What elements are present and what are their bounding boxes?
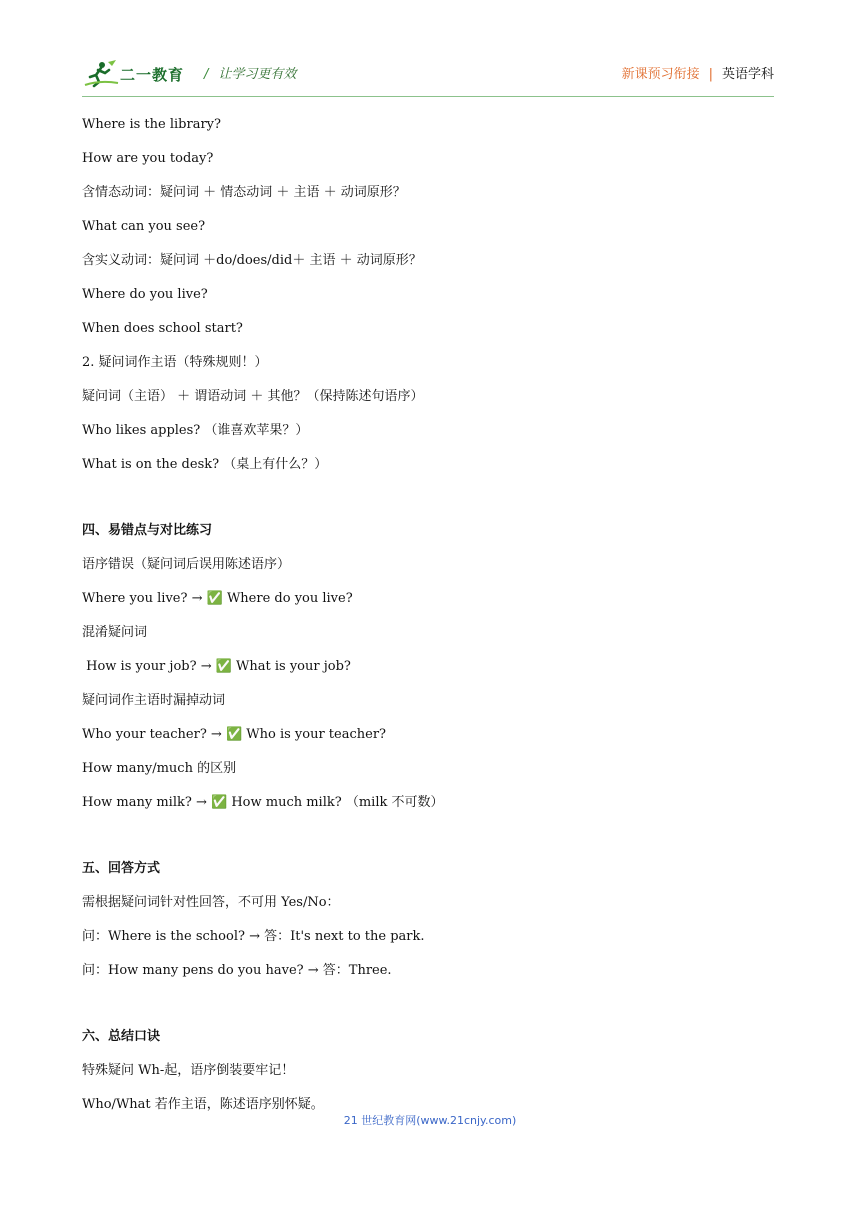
text-line: Where do you live?	[82, 287, 208, 302]
logo-text: 二一教育	[120, 66, 185, 84]
text-line: 疑问词（主语） ＋ 谓语动词 ＋ 其他？（保持陈述句语序）	[82, 389, 424, 404]
text-line: Where is the library?	[82, 117, 221, 132]
footer-source: 21 世纪教育网(www.21cnjy.com)	[343, 1114, 517, 1127]
subject-label: 英语学科	[721, 67, 774, 82]
section-heading: 四、易错点与对比练习	[82, 523, 213, 538]
text-line: 含实义动词：疑问词 ＋do/does/did＋ 主语 ＋ 动词原形？	[82, 253, 422, 268]
text-line: What is on the desk? （桌上有什么？）	[82, 457, 328, 472]
text-line: How is your job? → ✅ What is your job?	[82, 659, 351, 674]
spacer	[82, 820, 774, 852]
text-line: 疑问词作主语时漏掉动词	[82, 693, 226, 708]
text-line: Who/What 若作主语，陈述语序别怀疑。	[82, 1097, 324, 1112]
text-line: 2. 疑问词作主语（特殊规则！）	[82, 355, 268, 370]
slogan: / 让学习更有效	[204, 67, 297, 82]
text-line: 含情态动词：疑问词 ＋ 情态动词 ＋ 主语 ＋ 动词原形？	[82, 185, 406, 200]
text-line: 语序错误（疑问词后误用陈述语序）	[82, 557, 291, 572]
page-header	[82, 54, 774, 94]
course-label: 新课预习衔接	[621, 67, 700, 82]
text-line: Who likes apples? （谁喜欢苹果？）	[82, 423, 309, 438]
text-line: 特殊疑问 Wh-起，语序倒装要牢记！	[82, 1063, 295, 1078]
text-line: 问：Where is the school? → 答：It's next to the park.	[82, 929, 425, 944]
text-line: What can you see?	[82, 219, 206, 234]
spacer	[82, 482, 774, 514]
text-line: When does school start?	[82, 321, 243, 336]
text-line: How many milk? → ✅ How much milk? （milk 不可数）	[82, 795, 444, 810]
document-body	[82, 108, 774, 1122]
text-line: How are you today?	[82, 151, 214, 166]
logo	[82, 58, 192, 88]
text-line: 问：How many pens do you have? → 答：Three.	[82, 963, 392, 978]
text-line: 需根据疑问词针对性回答，不可用 Yes/No：	[82, 895, 340, 910]
spacer	[82, 988, 774, 1020]
text-line: How many/much 的区别	[82, 761, 237, 776]
slogan-text: 让学习更有效	[218, 67, 297, 82]
header-divider	[82, 96, 774, 97]
section-heading: 五、回答方式	[82, 861, 161, 876]
text-line: 混淆疑问词	[82, 625, 148, 640]
text-line: Where you live? → ✅ Where do you live?	[82, 591, 353, 606]
section-heading: 六、总结口诀	[82, 1029, 161, 1044]
header-right	[622, 63, 774, 82]
runner-logo-icon	[82, 58, 122, 88]
header-separator: |	[708, 67, 713, 82]
text-line: Who your teacher? → ✅ Who is your teacher?	[82, 727, 387, 742]
